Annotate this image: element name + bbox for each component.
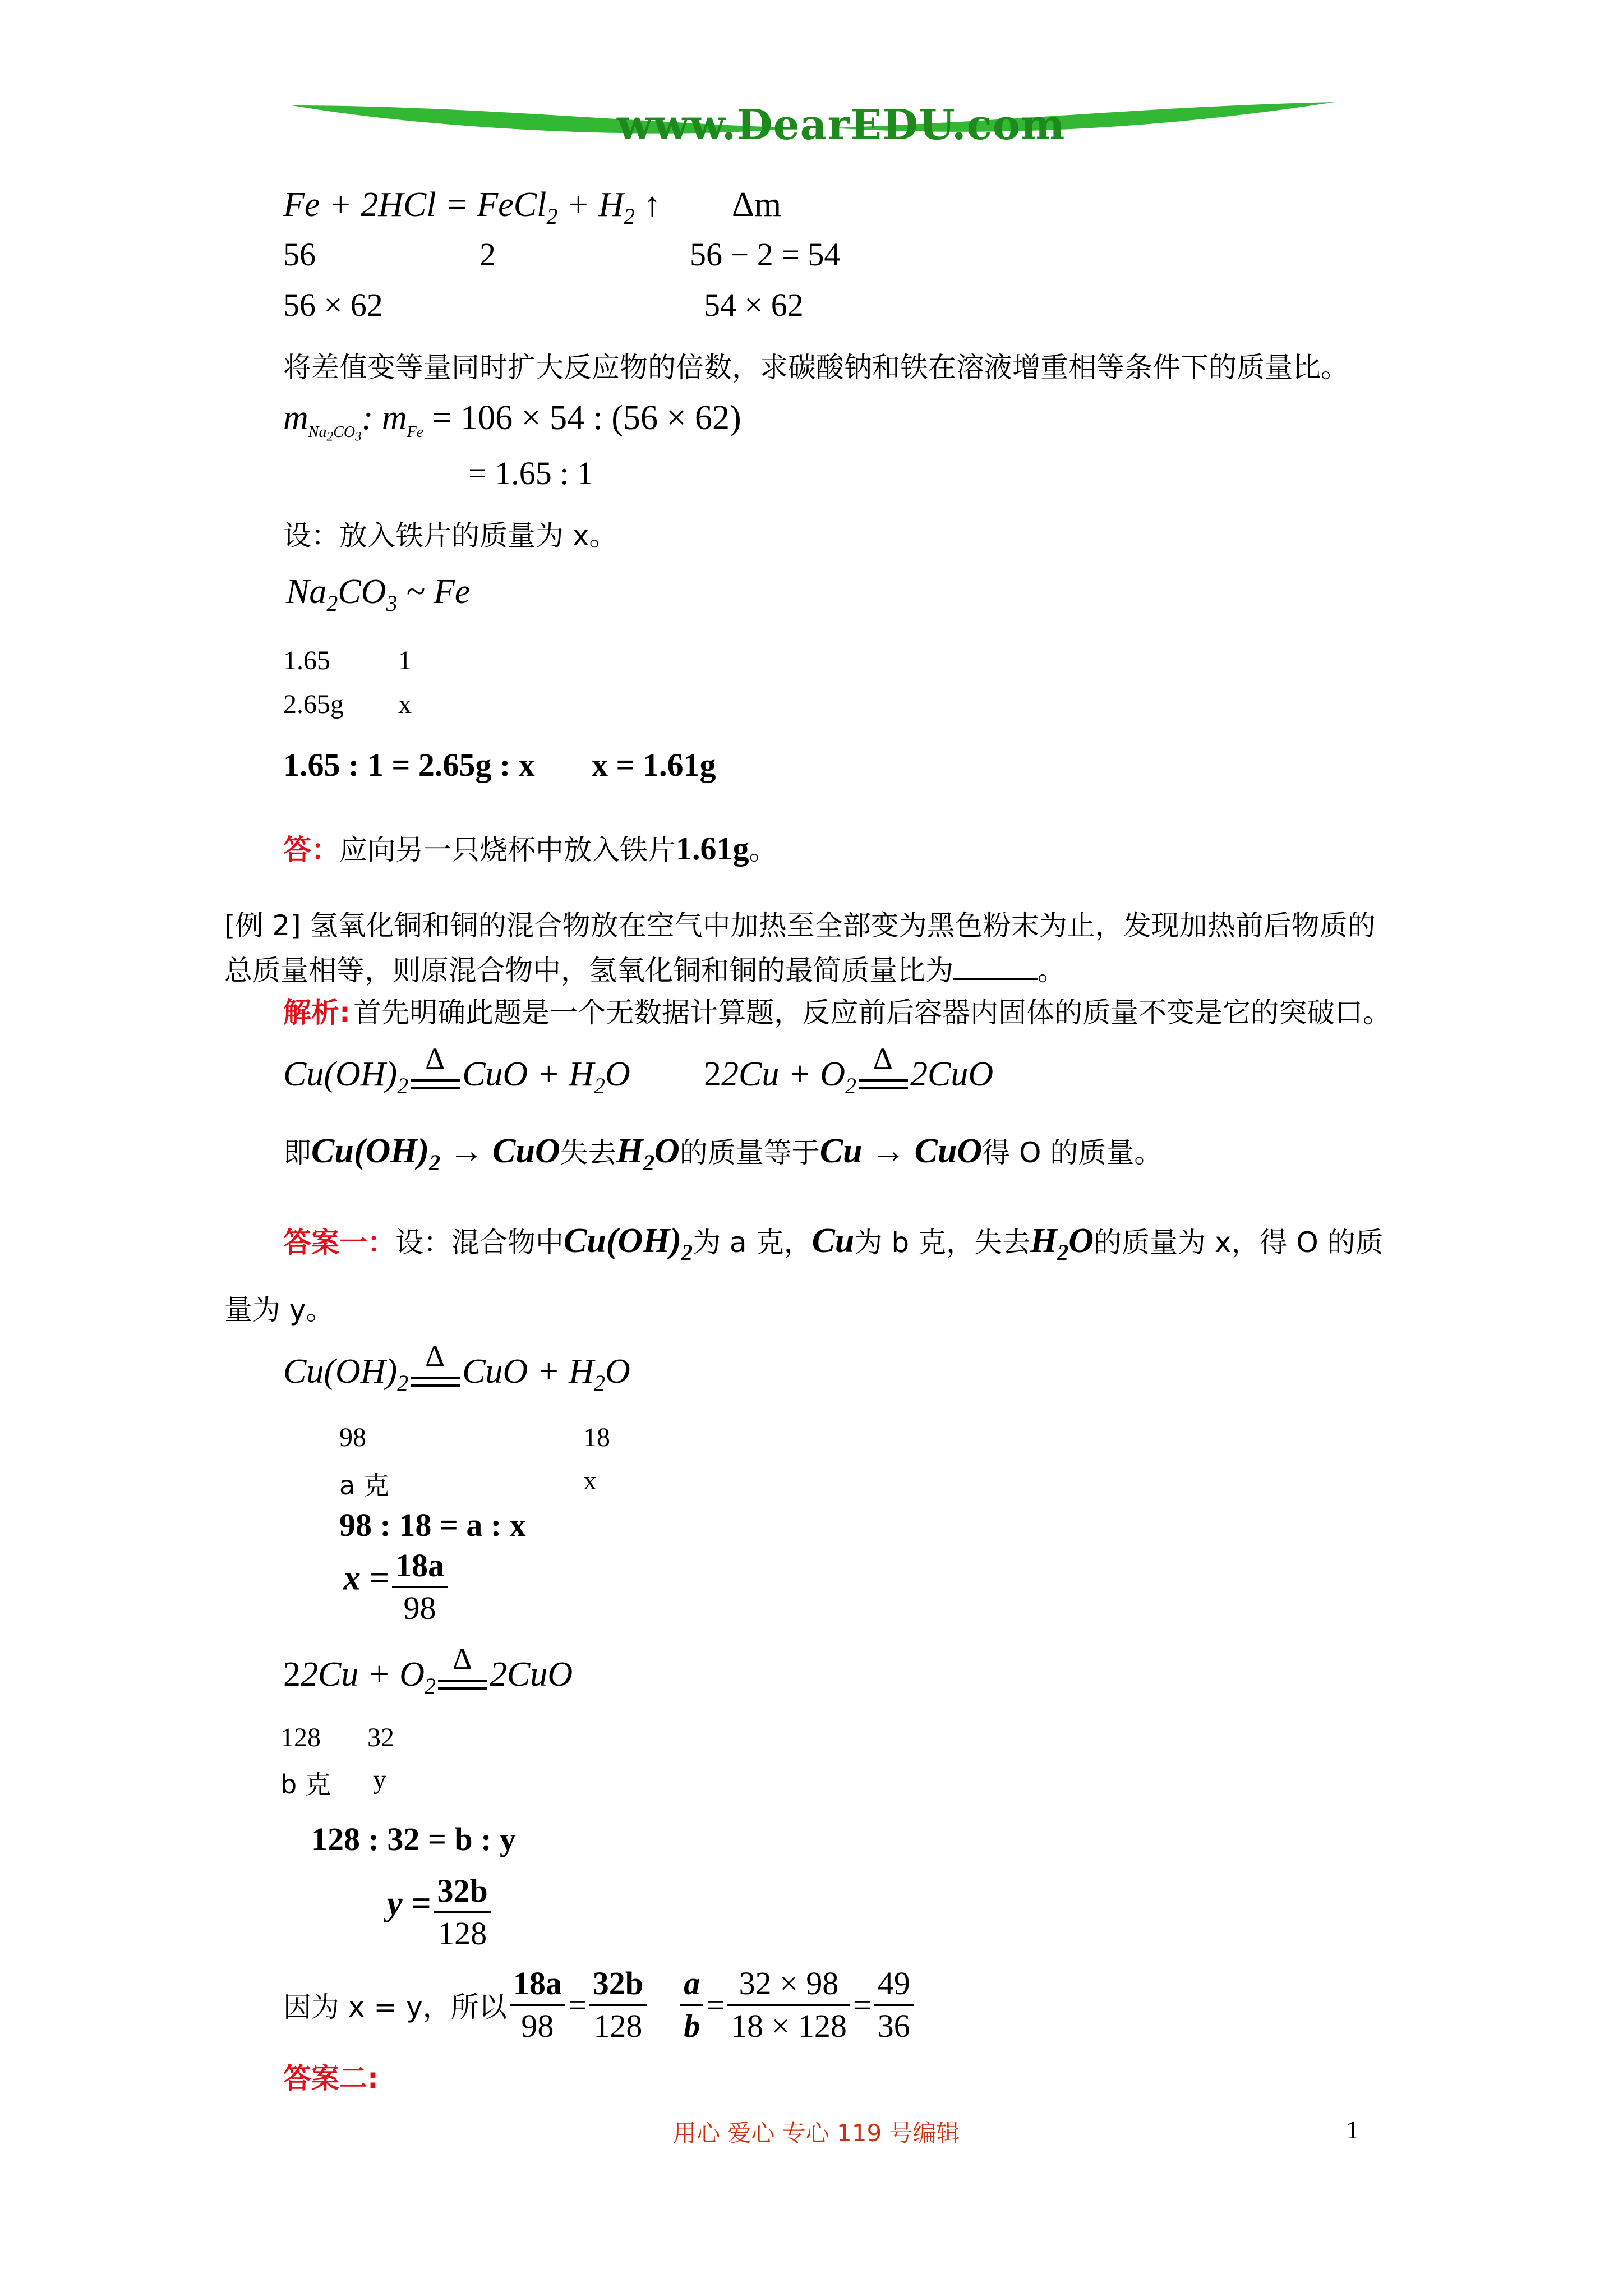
site-url: www.DearEDU.com <box>617 101 1066 149</box>
answer-1-line: 答：应向另一只烧杯中放入铁片1.61g。 <box>283 830 777 867</box>
mass-fe: 56 <box>283 236 316 273</box>
x-fraction: x = $\frac{18a}{98}$ <box>343 1545 448 1628</box>
ratio-165: 1.65 <box>283 646 330 675</box>
mass-265g: 2.65g <box>283 689 344 719</box>
mass-y: y <box>373 1765 386 1795</box>
mass-18: 18 <box>583 1423 610 1452</box>
let-x-text: 设：放入铁片的质量为 x。 <box>283 519 617 552</box>
mass-diff-scaled: 54 × 62 <box>704 287 804 323</box>
ratio-1: 1 <box>398 646 412 675</box>
proportion-128-32: 128 : 32 = b : y <box>311 1821 516 1857</box>
footer-text: 用心 爱心 专心 119 号编辑 <box>673 2119 960 2147</box>
x-result: x = 1.61g <box>592 747 716 783</box>
ratio-derivation: 因为 x = y，所以 $\frac{18a}{98}$ = $\frac{32b}{128}$ $\frac{a}{b}$ = $\frac{32 \times 98}{18 \times 128}$ = $\frac{49}{36}$ <box>283 1963 914 2046</box>
y-fraction: y = $\frac{32b}{128}$ <box>387 1871 491 1954</box>
answer-blank <box>953 956 1038 980</box>
reaction-cuoh2-2: $Cu(OH)_2$ Δ CuO + $H_2O$ <box>283 1338 630 1396</box>
explanation-text: 将差值变等量同时扩大反应物的倍数，求碳酸钠和铁在溶液增重相等条件下的质量比。 <box>283 351 1349 384</box>
mass-128: 128 <box>280 1723 321 1752</box>
proportion-98-18: 98 : 18 = a : x <box>339 1507 526 1543</box>
mass-equality-statement: 即Cu(OH)2 → CuO失去H2O的质量等于Cu → CuO得 O 的质量。 <box>283 1132 1163 1175</box>
mass-98: 98 <box>339 1423 366 1452</box>
answer-one-setup-cont: 量为 y。 <box>224 1294 334 1326</box>
example-2-text: [例 2] 氢氧化铜和铜的混合物放在空气中加热至全部变为黑色粉末为止，发现加热前后物质的 <box>224 909 1376 942</box>
page-number: 1 <box>1346 2115 1359 2144</box>
equation-fe-hcl: Fe + 2HCl = FeCl$_2$ + $H_2$ ↑ <box>283 186 661 229</box>
mass-h2: 2 <box>479 236 496 273</box>
na2co3-fe-relation: $Na_2CO_3$ ~ Fe <box>286 573 471 616</box>
mass-ratio-result: = 1.65 : 1 <box>468 455 593 491</box>
mass-32: 32 <box>367 1723 394 1752</box>
proportion-equation: 1.65 : 1 = 2.65g : x <box>283 747 535 783</box>
mass-x: x <box>398 689 412 719</box>
mass-ratio-equation: $m_{Na_2CO_3}$: $m_{Fe} = 106 \times 54$ : (56 × 62) <box>283 399 741 444</box>
analysis-line: 解析: 首先明确此题是一个无数据计算题，反应前后容器内固体的质量不变是它的突破口。 <box>283 996 1391 1029</box>
answer-one-setup: 答案一：设：混合物中Cu(OH)2为 a 克，Cu为 b 克，失去H2O的质量为 x，得 O 的质 <box>283 1222 1384 1265</box>
reaction-cu-o2: $22Cu + O_2$ Δ 2CuO <box>704 1041 994 1098</box>
reaction-cuoh2: $Cu(OH)_2$ Δ CuO + $H_2O$ <box>283 1041 630 1098</box>
mass-diff: 56 − 2 = 54 <box>690 236 841 273</box>
delta-m: Δm <box>732 186 782 224</box>
answer-two-label: 答案二: <box>283 2062 379 2095</box>
reaction-cu-o2-2: $22Cu + O_2$ Δ 2CuO <box>283 1641 573 1699</box>
mass-a: a 克 <box>339 1470 389 1501</box>
mass-fe-scaled: 56 × 62 <box>283 287 383 323</box>
mass-x-2: x <box>583 1466 597 1496</box>
mass-b: b 克 <box>280 1769 331 1800</box>
example-2-text-cont: 总质量相等，则原混合物中，氢氧化铜和铜的最简质量比为 。 <box>224 954 1066 987</box>
